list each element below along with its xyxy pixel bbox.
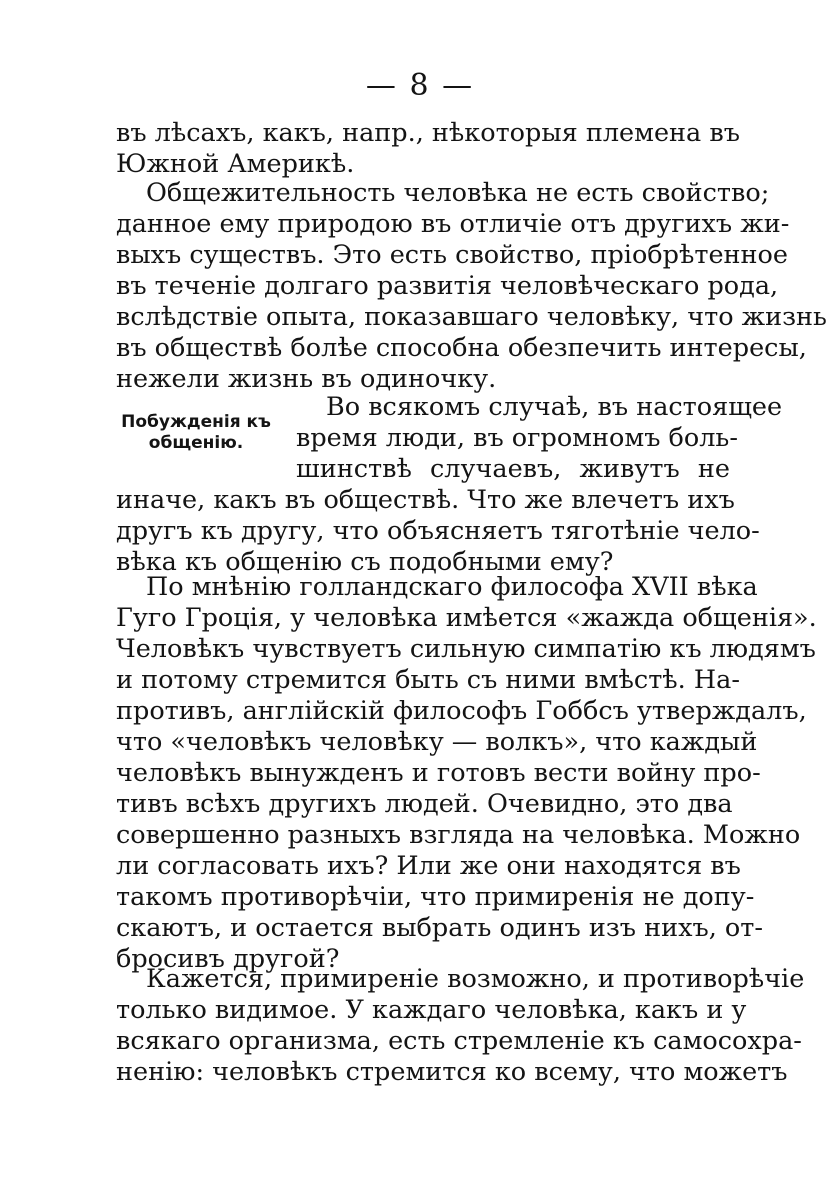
text-line: вѣка къ общенію съ подобными ему? <box>116 547 614 577</box>
text-line: всякаго организма, есть стремленіе къ самосохра- <box>116 1026 802 1056</box>
text-line: только видимое. У каждаго человѣка, какъ и у <box>116 995 747 1025</box>
page-number: — 8 — <box>365 68 475 103</box>
text-line: Во всякомъ случаѣ, въ настоящее <box>326 392 783 422</box>
paragraph <box>116 964 805 1088</box>
paragraph-continuation <box>116 118 740 180</box>
text-line: выхъ существъ. Это есть свойство, пріобрѣтенное <box>116 240 788 270</box>
text-line: По мнѣнію голландскаго философа XVII вѣка <box>146 572 758 602</box>
text-line: такомъ противорѣчіи, что примиренія не допу- <box>116 882 755 912</box>
text-line: въ теченіе долгаго развитія человѣческаго рода, <box>116 271 779 301</box>
text-line: шинствѣ случаевъ, живутъ не <box>296 454 730 484</box>
text-line: въ обществѣ болѣе способна обезпечить интересы, <box>116 333 807 363</box>
paragraph <box>116 178 827 395</box>
text-line: данное ему природою въ отличіе отъ другихъ жи- <box>116 209 790 239</box>
text-line: другъ къ другу, что объясняетъ тяготѣніе чело- <box>116 516 760 546</box>
text-line: время люди, въ огромномъ боль- <box>296 423 738 453</box>
text-line: Кажется, примиреніе возможно, и противорѣчіе <box>146 964 805 994</box>
text-line: Южной Америкѣ. <box>116 149 355 179</box>
text-line: скаютъ, и остается выбрать одинъ изъ нихъ, от- <box>116 913 764 943</box>
text-line: противъ, англійскій философъ Гоббсъ утверждалъ, <box>116 696 807 726</box>
text-line: и потому стремится быть съ ними вмѣстѣ. На- <box>116 665 740 695</box>
text-line: бросивъ другой? <box>116 944 340 974</box>
text-line: вслѣдствіе опыта, показавшаго человѣку, что жизнь <box>116 302 827 332</box>
text-line: Общежительность человѣка не есть свойство; <box>146 178 770 208</box>
paragraph <box>116 572 817 975</box>
paragraph <box>116 392 783 578</box>
text-line: Гуго Гроція, у человѣка имѣется «жажда общенія». <box>116 603 817 633</box>
text-line: тивъ всѣхъ другихъ людей. Очевидно, это два <box>116 789 733 819</box>
margin-note-line: общенію. <box>148 433 244 453</box>
text-line: ли согласовать ихъ? Или же они находятся въ <box>116 851 741 881</box>
text-line: что «человѣкъ человѣку — волкъ», что каждый <box>116 727 758 757</box>
text-line: иначе, какъ въ обществѣ. Что же влечетъ ихъ <box>116 485 735 515</box>
text-line: ненію: человѣкъ стремится ко всему, что можетъ <box>116 1057 788 1087</box>
text-line: человѣкъ вынужденъ и готовъ вести войну про- <box>116 758 761 788</box>
margin-note-line: Побужденія къ <box>121 412 271 432</box>
text-line: въ лѣсахъ, какъ, напр., нѣкоторыя племена въ <box>116 118 740 148</box>
text-line: нежели жизнь въ одиночку. <box>116 364 497 394</box>
text-line: Человѣкъ чувствуетъ сильную симпатію къ людямъ <box>116 634 816 664</box>
text-line: совершенно разныхъ взгляда на человѣка. Можно <box>116 820 801 850</box>
